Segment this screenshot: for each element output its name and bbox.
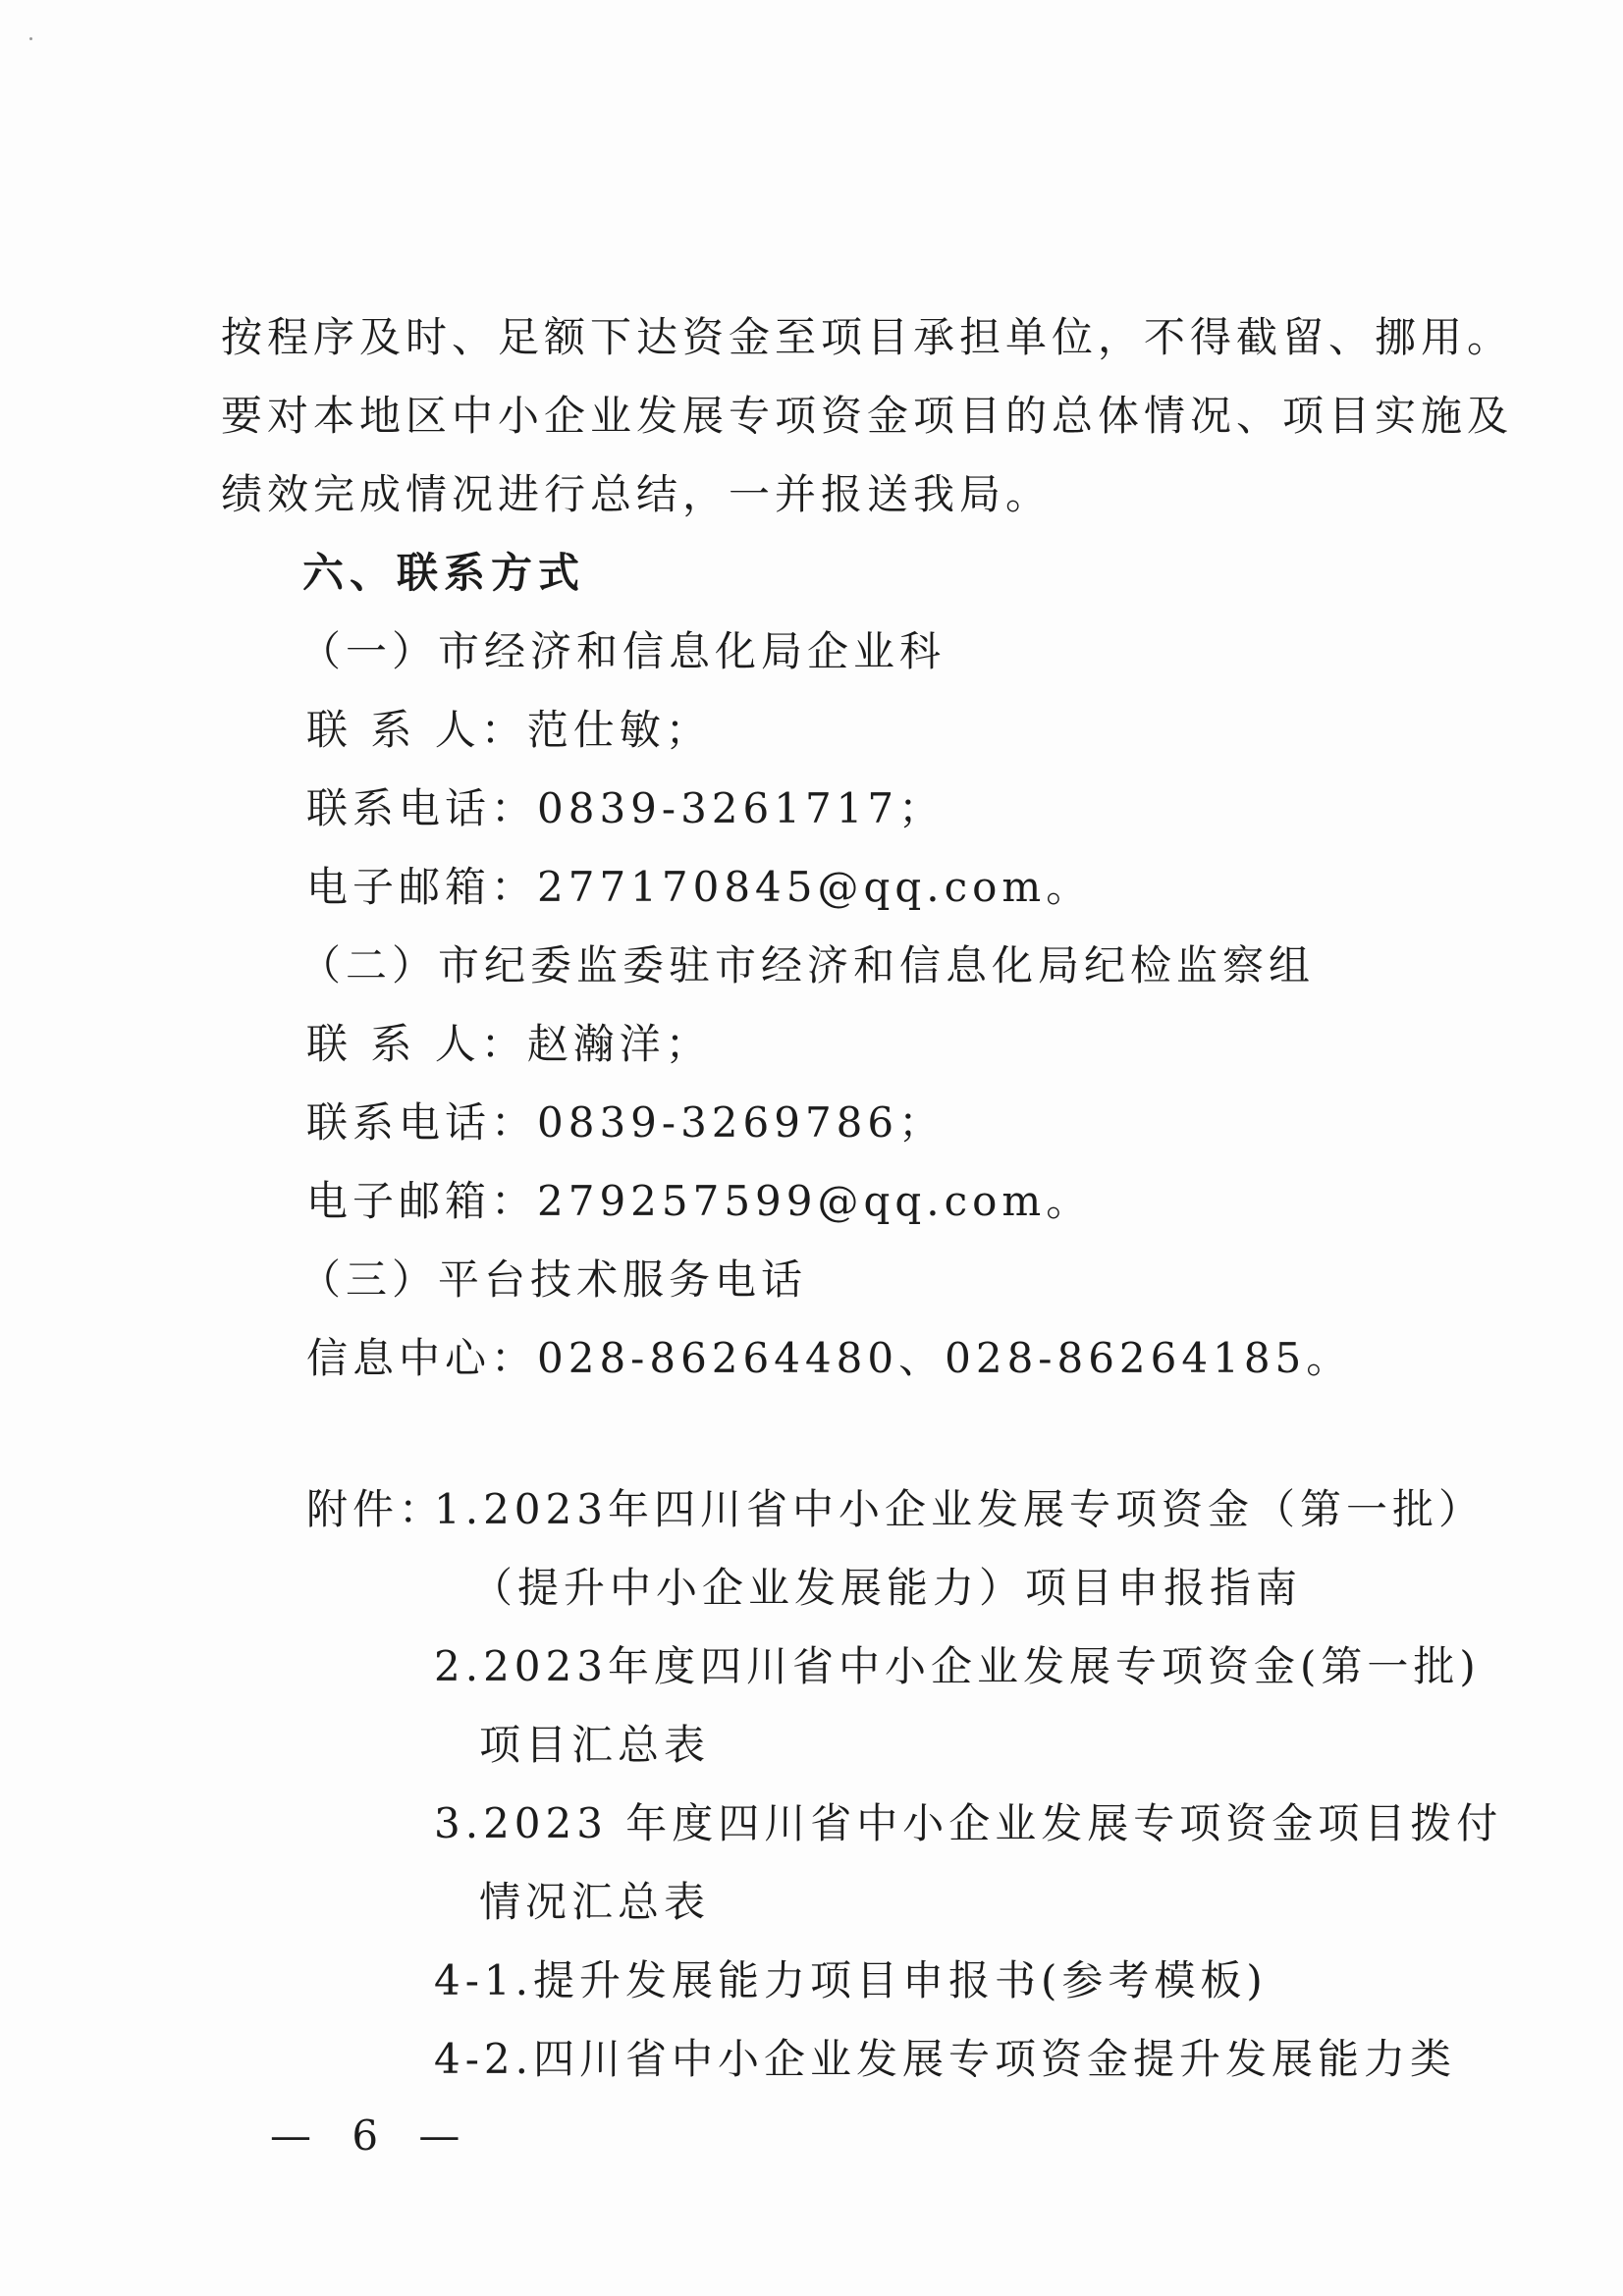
- scan-speck: [29, 37, 32, 40]
- contact-person-2: 联 系 人：赵瀚洋；: [306, 1020, 712, 1068]
- attachment-4-2: 4-2.四川省中小企业发展专项资金提升发展能力类: [434, 2035, 1456, 2083]
- attachment-4-1: 4-1.提升发展能力项目申报书(参考模板): [434, 1956, 1268, 2004]
- attachment-3-line-1: 3.2023 年度四川省中小企业发展专项资金项目拨付: [434, 1799, 1503, 1847]
- info-center-phones: 信息中心：028-86264480、028-86264185。: [306, 1334, 1353, 1382]
- contact-phone-2: 联系电话：0839-3269786；: [306, 1098, 946, 1147]
- contact-group-2-title: （二）市纪委监委驻市经济和信息化局纪检监察组: [299, 941, 1316, 989]
- contact-group-3-title: （三）平台技术服务电话: [299, 1255, 808, 1304]
- contact-person-1: 联 系 人：范仕敏；: [306, 706, 712, 754]
- contact-group-1-title: （一）市经济和信息化局企业科: [299, 627, 947, 675]
- body-line-3: 绩效完成情况进行总结，一并报送我局。: [221, 470, 1053, 518]
- page-number: — 6 —: [270, 2111, 474, 2160]
- body-line-1: 按程序及时、足额下达资金至项目承担单位，不得截留、挪用。: [221, 313, 1514, 361]
- section-heading: 六、联系方式: [302, 549, 586, 597]
- attachment-2-line-1: 2.2023年度四川省中小企业发展专项资金(第一批): [434, 1642, 1481, 1690]
- contact-email-1: 电子邮箱：277170845@qq.com。: [306, 863, 1093, 911]
- attachment-1-line-1: 1.2023年四川省中小企业发展专项资金（第一批）: [434, 1485, 1485, 1533]
- attachment-3-line-2: 情况汇总表: [479, 1878, 711, 1926]
- contact-phone-1: 联系电话：0839-3261717；: [306, 784, 946, 832]
- attachments-label: 附件：: [306, 1485, 446, 1533]
- body-line-2: 要对本地区中小企业发展专项资金项目的总体情况、项目实施及: [221, 392, 1514, 440]
- attachment-2-line-2: 项目汇总表: [479, 1721, 711, 1769]
- contact-email-2: 电子邮箱：279257599@qq.com。: [306, 1177, 1093, 1225]
- attachment-1-line-2: （提升中小企业发展能力）项目申报指南: [471, 1564, 1303, 1612]
